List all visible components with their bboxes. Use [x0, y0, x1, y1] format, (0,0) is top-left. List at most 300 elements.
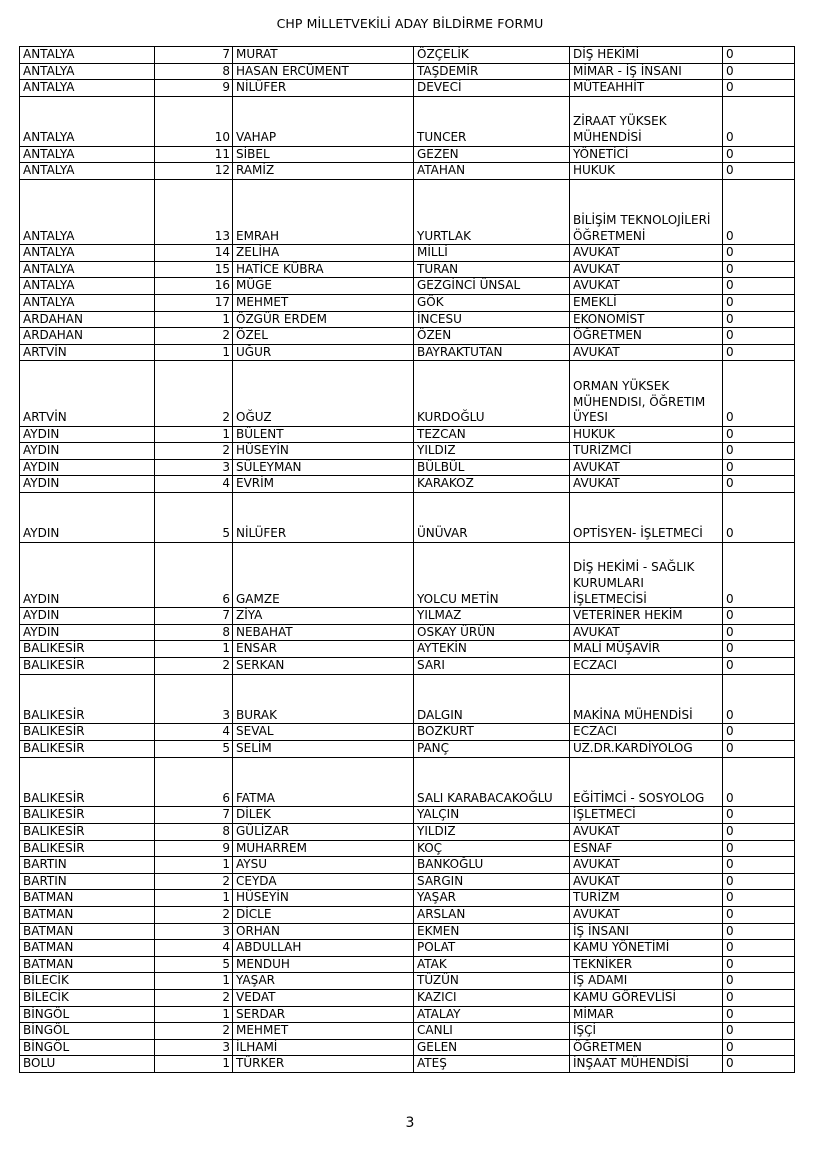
- table-row: [20, 741, 795, 758]
- first-name-cell: EMRAH: [233, 179, 414, 244]
- table-row: [20, 146, 795, 163]
- province-cell: ANTALYA: [20, 96, 155, 146]
- rank-cell: 3: [155, 923, 233, 940]
- surname-cell: TEZCAN: [414, 426, 570, 443]
- rank-cell: 1: [155, 857, 233, 874]
- rank-cell: 5: [155, 741, 233, 758]
- surname-cell: OSKAY ÜRÜN: [414, 624, 570, 641]
- table-row: [20, 80, 795, 97]
- table-row: [20, 956, 795, 973]
- first-name-cell: YAŞAR: [233, 973, 414, 990]
- rank-cell: 14: [155, 245, 233, 262]
- table-row: [20, 724, 795, 741]
- province-cell: AYDIN: [20, 426, 155, 443]
- value-cell: 0: [723, 840, 795, 857]
- profession-cell: AVUKAT: [570, 824, 723, 841]
- first-name-cell: ABDULLAH: [233, 940, 414, 957]
- value-cell: 0: [723, 608, 795, 625]
- table-row: [20, 641, 795, 658]
- province-cell: BİLECİK: [20, 973, 155, 990]
- surname-cell: SARGIN: [414, 873, 570, 890]
- profession-cell: İŞLETMECİ: [570, 807, 723, 824]
- table-row: [20, 840, 795, 857]
- candidate-table-body: [20, 47, 795, 1073]
- value-cell: 0: [723, 906, 795, 923]
- table-row: [20, 1023, 795, 1040]
- surname-cell: AYTEKİN: [414, 641, 570, 658]
- profession-cell: BİLİŞİM TEKNOLOJİLERİ ÖĞRETMENİ: [570, 179, 723, 244]
- first-name-cell: İLHAMİ: [233, 1039, 414, 1056]
- province-cell: ANTALYA: [20, 179, 155, 244]
- rank-cell: 2: [155, 873, 233, 890]
- rank-cell: 8: [155, 624, 233, 641]
- province-cell: BATMAN: [20, 923, 155, 940]
- first-name-cell: HATİCE KÜBRA: [233, 261, 414, 278]
- profession-cell: AVUKAT: [570, 278, 723, 295]
- surname-cell: ÖZÇELİK: [414, 47, 570, 64]
- profession-cell: AVUKAT: [570, 857, 723, 874]
- table-row: [20, 973, 795, 990]
- first-name-cell: SİBEL: [233, 146, 414, 163]
- rank-cell: 3: [155, 1039, 233, 1056]
- value-cell: 0: [723, 63, 795, 80]
- first-name-cell: ZELİHA: [233, 245, 414, 262]
- profession-cell: VETERİNER HEKİM: [570, 608, 723, 625]
- surname-cell: YOLCU METİN: [414, 542, 570, 607]
- surname-cell: EKMEN: [414, 923, 570, 940]
- first-name-cell: MEHMET: [233, 1023, 414, 1040]
- first-name-cell: BÜLENT: [233, 426, 414, 443]
- table-row: [20, 608, 795, 625]
- table-row: [20, 476, 795, 493]
- profession-cell: ORMAN YÜKSEK MÜHENDISI, ÖĞRETIM ÜYESI: [570, 361, 723, 426]
- profession-cell: DİŞ HEKİMİ: [570, 47, 723, 64]
- rank-cell: 2: [155, 906, 233, 923]
- value-cell: 0: [723, 443, 795, 460]
- rank-cell: 16: [155, 278, 233, 295]
- surname-cell: GEZEN: [414, 146, 570, 163]
- profession-cell: YÖNETİCİ: [570, 146, 723, 163]
- province-cell: BİNGÖL: [20, 1039, 155, 1056]
- province-cell: ANTALYA: [20, 63, 155, 80]
- rank-cell: 1: [155, 344, 233, 361]
- first-name-cell: SERKAN: [233, 658, 414, 675]
- first-name-cell: ÖZEL: [233, 328, 414, 345]
- first-name-cell: MUHARREM: [233, 840, 414, 857]
- rank-cell: 3: [155, 674, 233, 724]
- table-row: [20, 624, 795, 641]
- surname-cell: YURTLAK: [414, 179, 570, 244]
- rank-cell: 11: [155, 146, 233, 163]
- first-name-cell: DİLEK: [233, 807, 414, 824]
- first-name-cell: RAMİZ: [233, 163, 414, 180]
- profession-cell: ZİRAAT YÜKSEK MÜHENDİSİ: [570, 96, 723, 146]
- rank-cell: 2: [155, 1023, 233, 1040]
- first-name-cell: HÜSEYİN: [233, 443, 414, 460]
- profession-cell: EMEKLİ: [570, 294, 723, 311]
- value-cell: 0: [723, 873, 795, 890]
- rank-cell: 4: [155, 476, 233, 493]
- rank-cell: 2: [155, 658, 233, 675]
- first-name-cell: SEVAL: [233, 724, 414, 741]
- profession-cell: ECZACI: [570, 724, 723, 741]
- rank-cell: 15: [155, 261, 233, 278]
- province-cell: ANTALYA: [20, 261, 155, 278]
- rank-cell: 4: [155, 724, 233, 741]
- value-cell: 0: [723, 476, 795, 493]
- rank-cell: 1: [155, 1056, 233, 1073]
- profession-cell: DİŞ HEKİMİ - SAĞLIK KURUMLARI İŞLETMECİSİ: [570, 542, 723, 607]
- table-row: [20, 311, 795, 328]
- profession-cell: KAMU YÖNETİMİ: [570, 940, 723, 957]
- table-row: [20, 245, 795, 262]
- surname-cell: GÖK: [414, 294, 570, 311]
- first-name-cell: EVRİM: [233, 476, 414, 493]
- province-cell: ARDAHAN: [20, 328, 155, 345]
- surname-cell: KOÇ: [414, 840, 570, 857]
- rank-cell: 2: [155, 989, 233, 1006]
- province-cell: BALIKESİR: [20, 757, 155, 807]
- value-cell: 0: [723, 940, 795, 957]
- value-cell: 0: [723, 80, 795, 97]
- surname-cell: ARSLAN: [414, 906, 570, 923]
- surname-cell: DEVECİ: [414, 80, 570, 97]
- surname-cell: YAŞAR: [414, 890, 570, 907]
- first-name-cell: FATMA: [233, 757, 414, 807]
- table-row: [20, 328, 795, 345]
- table-row: [20, 989, 795, 1006]
- profession-cell: MAKİNA MÜHENDİSİ: [570, 674, 723, 724]
- province-cell: ARDAHAN: [20, 311, 155, 328]
- table-row: [20, 807, 795, 824]
- value-cell: 0: [723, 261, 795, 278]
- profession-cell: MİMAR: [570, 1006, 723, 1023]
- value-cell: 0: [723, 923, 795, 940]
- surname-cell: CANLI: [414, 1023, 570, 1040]
- profession-cell: İŞ İNSANI: [570, 923, 723, 940]
- first-name-cell: HASAN ERCÜMENT: [233, 63, 414, 80]
- table-row: [20, 426, 795, 443]
- value-cell: 0: [723, 674, 795, 724]
- rank-cell: 3: [155, 459, 233, 476]
- value-cell: 0: [723, 641, 795, 658]
- rank-cell: 8: [155, 63, 233, 80]
- table-row: [20, 443, 795, 460]
- value-cell: 0: [723, 278, 795, 295]
- profession-cell: ECZACI: [570, 658, 723, 675]
- rank-cell: 2: [155, 328, 233, 345]
- table-row: [20, 674, 795, 724]
- province-cell: BALIKESİR: [20, 724, 155, 741]
- first-name-cell: NİLÜFER: [233, 493, 414, 543]
- value-cell: 0: [723, 245, 795, 262]
- profession-cell: İNŞAAT MÜHENDİSİ: [570, 1056, 723, 1073]
- table-row: [20, 459, 795, 476]
- province-cell: AYDIN: [20, 493, 155, 543]
- value-cell: 0: [723, 179, 795, 244]
- value-cell: 0: [723, 47, 795, 64]
- first-name-cell: HÜSEYİN: [233, 890, 414, 907]
- table-row: [20, 47, 795, 64]
- value-cell: 0: [723, 493, 795, 543]
- rank-cell: 1: [155, 426, 233, 443]
- first-name-cell: VAHAP: [233, 96, 414, 146]
- table-row: [20, 923, 795, 940]
- table-row: [20, 294, 795, 311]
- surname-cell: TURAN: [414, 261, 570, 278]
- rank-cell: 7: [155, 47, 233, 64]
- table-row: [20, 493, 795, 543]
- rank-cell: 1: [155, 1006, 233, 1023]
- first-name-cell: NİLÜFER: [233, 80, 414, 97]
- province-cell: BOLU: [20, 1056, 155, 1073]
- value-cell: 0: [723, 1006, 795, 1023]
- rank-cell: 6: [155, 542, 233, 607]
- value-cell: 0: [723, 344, 795, 361]
- surname-cell: SALI KARABACAKOĞLU: [414, 757, 570, 807]
- surname-cell: ÜNÜVAR: [414, 493, 570, 543]
- surname-cell: YALÇIN: [414, 807, 570, 824]
- province-cell: ANTALYA: [20, 294, 155, 311]
- first-name-cell: MÜGE: [233, 278, 414, 295]
- first-name-cell: SÜLEYMAN: [233, 459, 414, 476]
- rank-cell: 5: [155, 956, 233, 973]
- first-name-cell: OĞUZ: [233, 361, 414, 426]
- province-cell: BALIKESİR: [20, 824, 155, 841]
- profession-cell: ÖĞRETMEN: [570, 328, 723, 345]
- profession-cell: MİMAR - İŞ İNSANI: [570, 63, 723, 80]
- profession-cell: HUKUK: [570, 163, 723, 180]
- profession-cell: AVUKAT: [570, 906, 723, 923]
- surname-cell: YILMAZ: [414, 608, 570, 625]
- surname-cell: YILDIZ: [414, 443, 570, 460]
- profession-cell: AVUKAT: [570, 873, 723, 890]
- table-row: [20, 658, 795, 675]
- rank-cell: 9: [155, 80, 233, 97]
- profession-cell: TEKNİKER: [570, 956, 723, 973]
- province-cell: ANTALYA: [20, 47, 155, 64]
- value-cell: 0: [723, 724, 795, 741]
- table-row: [20, 824, 795, 841]
- surname-cell: KAZICI: [414, 989, 570, 1006]
- table-row: [20, 890, 795, 907]
- province-cell: BARTIN: [20, 857, 155, 874]
- province-cell: BALIKESİR: [20, 741, 155, 758]
- table-row: [20, 873, 795, 890]
- value-cell: 0: [723, 956, 795, 973]
- value-cell: 0: [723, 973, 795, 990]
- table-row: [20, 542, 795, 607]
- profession-cell: AVUKAT: [570, 344, 723, 361]
- first-name-cell: AYSU: [233, 857, 414, 874]
- province-cell: ANTALYA: [20, 245, 155, 262]
- value-cell: 0: [723, 824, 795, 841]
- table-row: [20, 96, 795, 146]
- surname-cell: KARAKOZ: [414, 476, 570, 493]
- province-cell: BATMAN: [20, 890, 155, 907]
- value-cell: 0: [723, 1039, 795, 1056]
- profession-cell: MALİ MÜŞAVİR: [570, 641, 723, 658]
- rank-cell: 7: [155, 608, 233, 625]
- surname-cell: ATAHAN: [414, 163, 570, 180]
- first-name-cell: VEDAT: [233, 989, 414, 1006]
- province-cell: ANTALYA: [20, 146, 155, 163]
- profession-cell: ESNAF: [570, 840, 723, 857]
- profession-cell: ÖĞRETMEN: [570, 1039, 723, 1056]
- profession-cell: İŞÇİ: [570, 1023, 723, 1040]
- first-name-cell: GAMZE: [233, 542, 414, 607]
- profession-cell: AVUKAT: [570, 459, 723, 476]
- surname-cell: POLAT: [414, 940, 570, 957]
- surname-cell: İNCESU: [414, 311, 570, 328]
- table-row: [20, 344, 795, 361]
- value-cell: 0: [723, 96, 795, 146]
- first-name-cell: CEYDA: [233, 873, 414, 890]
- first-name-cell: ÖZGÜR ERDEM: [233, 311, 414, 328]
- first-name-cell: ZİYA: [233, 608, 414, 625]
- page-title: CHP MİLLETVEKİLİ ADAY BİLDİRME FORMU: [276, 16, 544, 31]
- profession-cell: UZ.DR.KARDİYOLOG: [570, 741, 723, 758]
- surname-cell: MİLLİ: [414, 245, 570, 262]
- table-row: [20, 179, 795, 244]
- province-cell: BARTIN: [20, 873, 155, 890]
- first-name-cell: MENDUH: [233, 956, 414, 973]
- province-cell: BİLECİK: [20, 989, 155, 1006]
- value-cell: 0: [723, 294, 795, 311]
- first-name-cell: SERDAR: [233, 1006, 414, 1023]
- first-name-cell: ENSAR: [233, 641, 414, 658]
- first-name-cell: GÜLİZAR: [233, 824, 414, 841]
- province-cell: AYDIN: [20, 624, 155, 641]
- profession-cell: AVUKAT: [570, 245, 723, 262]
- rank-cell: 4: [155, 940, 233, 957]
- province-cell: BALIKESİR: [20, 807, 155, 824]
- table-row: [20, 1039, 795, 1056]
- table-row: [20, 278, 795, 295]
- surname-cell: PANÇ: [414, 741, 570, 758]
- table-row: [20, 163, 795, 180]
- province-cell: BALIKESİR: [20, 641, 155, 658]
- rank-cell: 9: [155, 840, 233, 857]
- surname-cell: GELEN: [414, 1039, 570, 1056]
- first-name-cell: BURAK: [233, 674, 414, 724]
- province-cell: BALIKESİR: [20, 840, 155, 857]
- value-cell: 0: [723, 459, 795, 476]
- page-number: 3: [405, 1115, 415, 1131]
- profession-cell: MÜTEAHHİT: [570, 80, 723, 97]
- value-cell: 0: [723, 311, 795, 328]
- surname-cell: ATALAY: [414, 1006, 570, 1023]
- province-cell: BİNGÖL: [20, 1023, 155, 1040]
- rank-cell: 1: [155, 973, 233, 990]
- table-row: [20, 261, 795, 278]
- first-name-cell: TÜRKER: [233, 1056, 414, 1073]
- rank-cell: 2: [155, 443, 233, 460]
- rank-cell: 10: [155, 96, 233, 146]
- province-cell: AYDIN: [20, 542, 155, 607]
- province-cell: BALIKESİR: [20, 674, 155, 724]
- first-name-cell: UĞUR: [233, 344, 414, 361]
- rank-cell: 1: [155, 311, 233, 328]
- profession-cell: EĞİTİMCİ - SOSYOLOG: [570, 757, 723, 807]
- first-name-cell: MEHMET: [233, 294, 414, 311]
- rank-cell: 8: [155, 824, 233, 841]
- surname-cell: TAŞDEMİR: [414, 63, 570, 80]
- province-cell: ANTALYA: [20, 80, 155, 97]
- profession-cell: EKONOMİST: [570, 311, 723, 328]
- value-cell: 0: [723, 1023, 795, 1040]
- table-row: [20, 857, 795, 874]
- surname-cell: BANKOĞLU: [414, 857, 570, 874]
- first-name-cell: DİCLE: [233, 906, 414, 923]
- surname-cell: SARI: [414, 658, 570, 675]
- profession-cell: TURİZM: [570, 890, 723, 907]
- profession-cell: AVUKAT: [570, 476, 723, 493]
- profession-cell: OPTİSYEN- İŞLETMECİ: [570, 493, 723, 543]
- province-cell: BALIKESİR: [20, 658, 155, 675]
- value-cell: 0: [723, 857, 795, 874]
- province-cell: BATMAN: [20, 906, 155, 923]
- first-name-cell: ORHAN: [233, 923, 414, 940]
- profession-cell: KAMU GÖREVLİSİ: [570, 989, 723, 1006]
- value-cell: 0: [723, 741, 795, 758]
- table-row: [20, 757, 795, 807]
- table-row: [20, 906, 795, 923]
- surname-cell: KURDOĞLU: [414, 361, 570, 426]
- value-cell: 0: [723, 1056, 795, 1073]
- value-cell: 0: [723, 658, 795, 675]
- candidate-table: [19, 46, 795, 1073]
- value-cell: 0: [723, 624, 795, 641]
- value-cell: 0: [723, 163, 795, 180]
- profession-cell: HUKUK: [570, 426, 723, 443]
- first-name-cell: NEBAHAT: [233, 624, 414, 641]
- profession-cell: TURİZMCİ: [570, 443, 723, 460]
- first-name-cell: MURAT: [233, 47, 414, 64]
- province-cell: ARTVİN: [20, 344, 155, 361]
- profession-cell: AVUKAT: [570, 624, 723, 641]
- table-row: [20, 63, 795, 80]
- rank-cell: 6: [155, 757, 233, 807]
- value-cell: 0: [723, 542, 795, 607]
- surname-cell: BOZKURT: [414, 724, 570, 741]
- value-cell: 0: [723, 426, 795, 443]
- value-cell: 0: [723, 890, 795, 907]
- rank-cell: 12: [155, 163, 233, 180]
- profession-cell: İŞ ADAMI: [570, 973, 723, 990]
- rank-cell: 1: [155, 641, 233, 658]
- rank-cell: 13: [155, 179, 233, 244]
- surname-cell: YILDIZ: [414, 824, 570, 841]
- surname-cell: TÜZÜN: [414, 973, 570, 990]
- surname-cell: GEZGİNCİ ÜNSAL: [414, 278, 570, 295]
- province-cell: ARTVİN: [20, 361, 155, 426]
- value-cell: 0: [723, 757, 795, 807]
- value-cell: 0: [723, 146, 795, 163]
- surname-cell: ÖZEN: [414, 328, 570, 345]
- rank-cell: 7: [155, 807, 233, 824]
- rank-cell: 2: [155, 361, 233, 426]
- first-name-cell: SELİM: [233, 741, 414, 758]
- province-cell: BİNGÖL: [20, 1006, 155, 1023]
- profession-cell: AVUKAT: [570, 261, 723, 278]
- province-cell: ANTALYA: [20, 163, 155, 180]
- surname-cell: TUNCER: [414, 96, 570, 146]
- province-cell: BATMAN: [20, 956, 155, 973]
- province-cell: AYDIN: [20, 608, 155, 625]
- surname-cell: ATEŞ: [414, 1056, 570, 1073]
- province-cell: AYDIN: [20, 476, 155, 493]
